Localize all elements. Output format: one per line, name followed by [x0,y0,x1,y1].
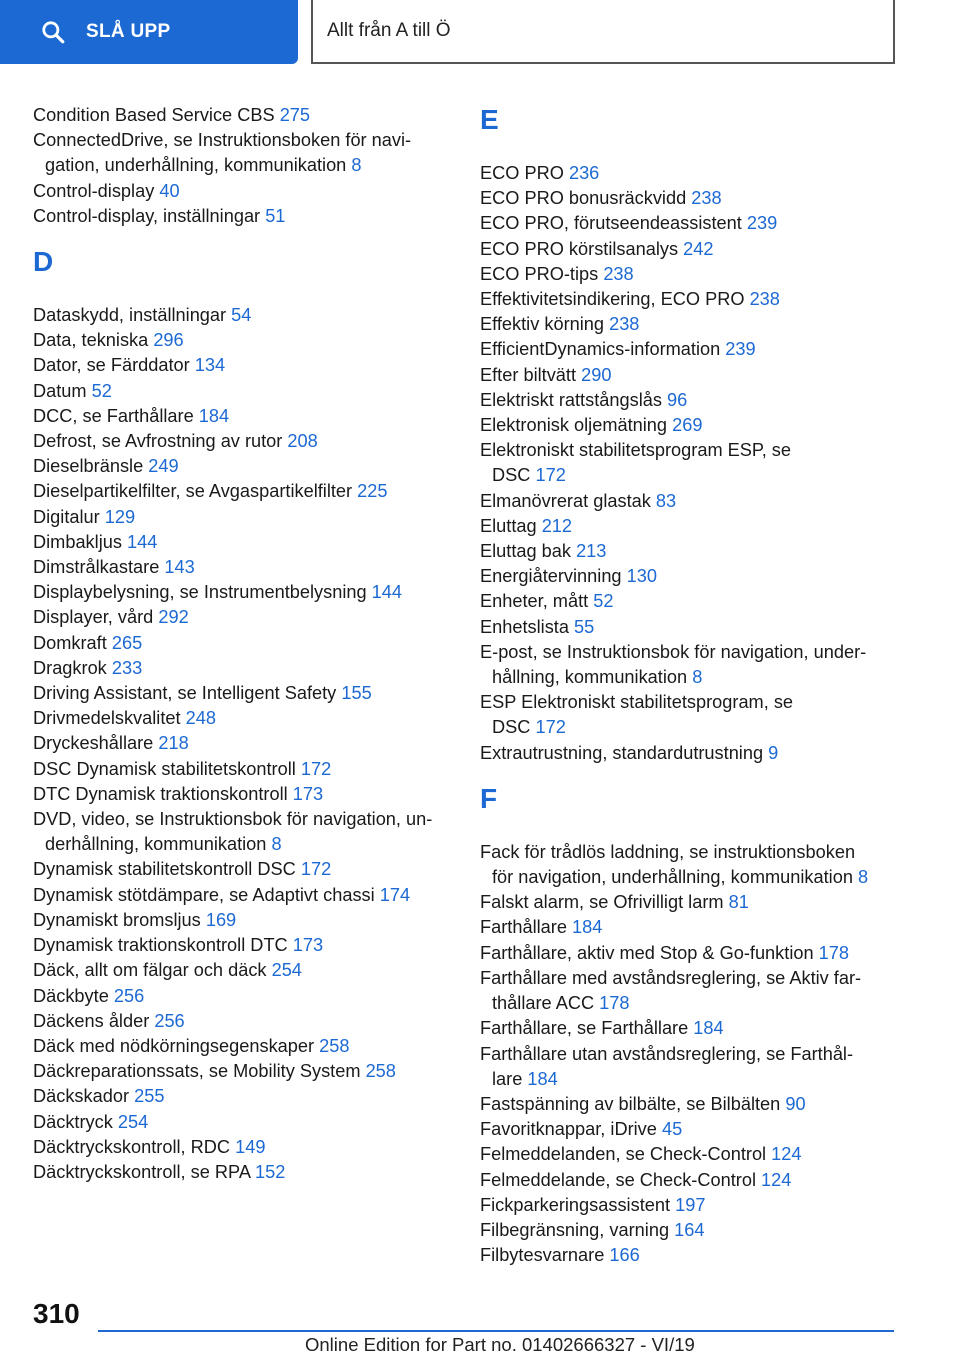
index-entry [480,690,900,740]
index-entry [33,580,453,605]
index-entry [480,741,900,766]
index-entry [480,840,900,890]
index-entry-text: Däck, allt om fälgar och däck [33,960,267,981]
index-entry [33,1059,453,1084]
index-entry-text: Fickparkeringsassistent [480,1194,671,1215]
page-reference-link[interactable]: 172 [300,859,332,880]
index-entry-text: Falskt alarm, se Ofrivilligt larm [480,892,724,913]
index-entry-text: Displayer, vård [33,607,154,628]
page-reference-link[interactable]: 233 [111,657,143,678]
page-reference-link[interactable]: 248 [185,708,216,729]
page-reference-link[interactable]: 290 [581,364,612,385]
page-reference-link[interactable]: 172 [535,717,566,738]
page-reference-link[interactable]: 45 [661,1119,683,1140]
page-reference-link[interactable]: 124 [771,1144,802,1165]
index-entry [33,757,453,782]
index-entry-text: Dieselpartikelfilter, se Avgaspartikelfilter [33,481,353,502]
index-entry [480,186,900,211]
page-reference-link[interactable]: 238 [609,314,640,335]
page-reference-link[interactable]: 96 [667,389,688,410]
index-entry [480,1168,900,1193]
index-entry [33,807,453,857]
index-entry-text: Dragkrok [33,657,107,678]
footer-divider [98,1330,894,1332]
page-reference-link[interactable]: 258 [365,1061,396,1082]
page-reference-link[interactable]: 184 [693,1018,724,1039]
index-entry [33,1135,453,1160]
index-entry-text: Elektronisk oljemätning [480,415,668,436]
index-entry-text: DSC Dynamisk stabilitetskontroll [33,758,296,779]
page-reference-link[interactable]: 213 [576,541,607,562]
index-entry-text: Däckskador [33,1086,130,1107]
page-reference-link[interactable]: 249 [148,456,179,477]
page-reference-link[interactable]: 134 [194,355,226,376]
index-entry-text: Dimstrålkastare [33,557,160,578]
page-reference-link[interactable]: 238 [691,188,722,209]
index-entry-text: Displaybelysning, se Instrumentbelysning [33,582,367,603]
index-entry-text: Fack för trådlös laddning, se instruktionsboken [480,841,856,862]
index-entry [480,1117,900,1142]
index-entry-text: Dynamiskt bromsljus [33,909,201,930]
index-entry [33,379,453,404]
index-entry-text: Enheter, mått [480,591,589,612]
page-reference-link[interactable]: 155 [341,683,372,704]
index-entry-text: Dieselbränsle [33,456,144,477]
index-entry [33,605,453,630]
index-entry-text: Extrautrustning, standardutrustning [480,742,764,763]
index-entry [480,363,900,388]
page-reference-link[interactable]: 9 [768,742,779,763]
index-entry [480,287,900,312]
index-entry-text: för navigation, underhållning, kommunikation [492,867,853,888]
index-entry [480,388,900,413]
index-entry-text: Felmeddelande, se Check-Control [480,1169,756,1190]
index-entry [480,1142,900,1167]
index-entry-text: ConnectedDrive, se Instruktionsboken för navi- [33,130,412,151]
index-entry [33,883,453,908]
index-entry-text: Elektroniskt stabilitetsprogram ESP, se [480,440,792,461]
index-entry-text: DSC [492,465,531,486]
index-entry-text: Dynamisk stötdämpare, se Adaptivt chassi [33,884,375,905]
page-reference-link[interactable]: 197 [675,1194,706,1215]
page-reference-link[interactable]: 254 [117,1111,149,1132]
index-entry-text: Eluttag [480,515,537,536]
index-entry-text: gation, underhållning, kommunikation [45,155,347,176]
index-entry-text: Däckbyte [33,985,109,1006]
index-entry [480,615,900,640]
index-entry [480,312,900,337]
edition-note: Online Edition for Part no. 01402666327 - VI/19 [305,1334,695,1355]
index-entry-text: Favoritknappar, iDrive [480,1119,657,1140]
index-entry [33,128,453,178]
index-entry [480,539,900,564]
index-entry-text: Däcktryck [33,1111,113,1132]
index-entry-text: Däck med nödkörningsegenskaper [33,1035,315,1056]
index-entry-text: Däckreparationssats, se Mobility System [33,1061,361,1082]
index-entry [480,941,900,966]
page-reference-link[interactable]: 164 [674,1219,705,1240]
index-entry [480,161,900,186]
index-entry-text: Dator, se Färddator [33,355,190,376]
index-entry-text: derhållning, kommunikation [45,834,267,855]
index-entry [480,1092,900,1117]
page-reference-link[interactable]: 256 [113,985,145,1006]
index-entry [33,505,453,530]
index-entry [480,489,900,514]
index-entry-text: Dynamisk traktionskontroll DTC [33,935,288,956]
index-entry [33,103,453,128]
index-entry-text: Elektriskt rattstångslås [480,389,662,410]
index-entry-text: lare [492,1068,523,1089]
index-entry [33,984,453,1009]
index-entry [33,179,453,204]
page-reference-link[interactable]: 236 [568,163,600,183]
index-entry-text: Enhetslista [480,616,569,637]
page-reference-link[interactable]: 144 [371,582,403,603]
page-reference-link[interactable]: 8 [351,155,362,176]
page-reference-link[interactable]: 143 [164,557,195,578]
index-entry [480,438,900,488]
index-entry [33,1034,453,1059]
index-column-left [33,103,453,1185]
page-reference-link[interactable]: 275 [279,105,311,125]
page-reference-link[interactable]: 52 [91,380,112,401]
index-entry-text: Control-display, inställningar [33,205,261,226]
index-entry [33,681,453,706]
index-entry-text: Data, tekniska [33,330,149,351]
page-reference-link[interactable]: 178 [818,942,850,963]
index-letter-heading: F [480,782,498,814]
index-entry [33,404,453,429]
index-entry-text: Fastspänning av bilbälte, se Bilbälten [480,1093,781,1114]
page-reference-link[interactable]: 258 [319,1035,350,1056]
breadcrumb[interactable] [311,0,895,64]
page-reference-link[interactable]: 208 [287,431,318,452]
index-entry [33,782,453,807]
index-entry-text: EfficientDynamics-information [480,339,721,360]
index-entry-text: Eluttag bak [480,541,571,562]
index-entry-text: DSC [492,717,531,738]
page-reference-link[interactable]: 130 [626,566,657,587]
index-entry-text: Efter biltvätt [480,364,577,385]
index-entry-text: ECO PRO [480,163,564,183]
index-entry [480,262,900,287]
page-reference-link[interactable]: 81 [728,892,749,913]
index-entry-text: Filbegränsning, varning [480,1219,670,1240]
page-reference-link[interactable]: 52 [593,591,614,612]
index-entry-text: Domkraft [33,632,107,653]
index-entry-text: Farthållare utan avståndsreglering, se Farthål- [480,1043,854,1064]
page-reference-link[interactable]: 169 [205,909,237,930]
page-reference-link[interactable]: 225 [357,481,388,502]
index-entry-text: Effektiv körning [480,314,605,335]
page-reference-link[interactable]: 254 [271,960,302,981]
index-entry-text: E-post, se Instruktionsbok för navigation, under- [480,641,867,662]
page-reference-link[interactable]: 55 [574,616,595,637]
index-entry [33,204,453,229]
index-entry-text: Elmanövrerat glastak [480,490,651,511]
page-reference-link[interactable]: 8 [858,867,869,888]
page-reference-link[interactable]: 124 [761,1169,792,1190]
page-reference-link[interactable]: 144 [127,531,158,552]
page-reference-link[interactable]: 174 [379,884,411,905]
page-reference-link[interactable]: 296 [153,330,184,351]
index-entry-text: Däcktryckskontroll, se RPA [33,1161,250,1182]
index-entry-text: ESP Elektroniskt stabilitetsprogram, se [480,692,794,713]
index-entry [33,454,453,479]
index-column-right [480,103,900,1268]
index-entry [480,211,900,236]
index-entry [33,555,453,580]
index-entry-text: ECO PRO bonusräckvidd [480,188,687,209]
index-entry [33,958,453,983]
search-icon [40,19,66,45]
index-entry [33,1084,453,1109]
index-entry [480,966,900,1016]
index-entry-text: Dynamisk stabilitetskontroll DSC [33,859,296,880]
page-reference-link[interactable]: 218 [158,733,189,754]
index-entry-text: Farthållare [480,917,567,938]
index-entry-text: Farthållare, se Farthållare [480,1018,689,1039]
index-entry [480,564,900,589]
index-entry-text: Datum [33,380,87,401]
page-number: 310 [33,1298,80,1329]
index-letter-heading: E [480,104,499,135]
index-entry [33,706,453,731]
index-entry-text: DCC, se Farthållare [33,405,194,426]
page-reference-link[interactable]: 239 [746,213,778,234]
index-entry [33,656,453,681]
index-letter-heading: D [33,246,54,278]
index-entry [480,589,900,614]
page-reference-link[interactable]: 269 [672,415,703,436]
page-reference-link[interactable]: 184 [527,1068,558,1089]
page-reference-link[interactable]: 212 [541,515,573,536]
page-reference-link[interactable]: 173 [292,935,324,956]
index-entry-text: Däckens ålder [33,1010,150,1031]
index-entry [480,237,900,262]
index-entry-text: Dryckeshållare [33,733,154,754]
index-entry [33,1009,453,1034]
index-entry [480,1016,900,1041]
page-reference-link[interactable]: 184 [198,405,230,426]
index-entry-text: ECO PRO körstilsanalys [480,238,679,259]
page-reference-link[interactable]: 129 [104,506,136,527]
page-reference-link[interactable]: 166 [609,1245,640,1266]
index-entry [33,731,453,756]
index-entry [33,908,453,933]
page-reference-link[interactable]: 292 [158,607,189,628]
index-entry [480,1243,900,1268]
index-entry-text: DVD, video, se Instruktionsbok för navigation, un- [33,809,433,830]
index-entry [480,1193,900,1218]
index-entry-text: Condition Based Service CBS [33,105,275,125]
index-entry [33,1160,453,1185]
index-entry-text: Driving Assistant, se Intelligent Safety [33,683,337,704]
page-reference-link[interactable]: 51 [265,205,286,226]
index-entry-text: Felmeddelanden, se Check-Control [480,1144,767,1165]
page-reference-link[interactable]: 265 [111,632,143,653]
index-entry-text: Dimbakljus [33,531,122,552]
index-entry [33,530,453,555]
index-entry [480,915,900,940]
page-reference-link[interactable]: 40 [159,180,180,201]
index-entry [33,857,453,882]
index-entry-text: Farthållare med avståndsreglering, se Aktiv far- [480,967,862,988]
index-entry-text: Control-display [33,180,155,201]
index-entry [33,933,453,958]
index-entry [33,328,453,353]
index-entry-text: ECO PRO, förutseendeassistent [480,213,742,234]
page-reference-link[interactable]: 83 [655,490,677,511]
page-reference-link[interactable]: 178 [599,993,630,1014]
index-entry-text: Digitalur [33,506,100,527]
index-entry [480,1218,900,1243]
page-reference-link[interactable]: 242 [683,238,714,259]
page-reference-link[interactable]: 8 [271,834,282,855]
index-entry [33,631,453,656]
index-entry-text: Filbytesvarnare [480,1245,605,1266]
index-entry-text: hållning, kommunikation [492,667,688,688]
breadcrumb-label: Allt från A till Ö [327,20,451,41]
index-entry [480,337,900,362]
page-reference-link[interactable]: 173 [292,783,324,804]
page-reference-link[interactable]: 172 [300,758,332,779]
index-entry [480,890,900,915]
top-bar [0,0,960,66]
search-button-label: SLÅ UPP [86,21,171,42]
page-reference-link[interactable]: 172 [535,465,566,486]
index-entry-text: Energiåtervinning [480,566,622,587]
index-entry [480,514,900,539]
page-reference-link[interactable]: 54 [231,305,252,326]
page-reference-link[interactable]: 239 [725,339,756,360]
index-entry-text: DTC Dynamisk traktionskontroll [33,783,288,804]
index-entry-text: Effektivitetsindikering, ECO PRO [480,289,745,310]
page-reference-link[interactable]: 184 [572,917,603,938]
index-entry [33,303,453,328]
page-reference-link[interactable]: 152 [255,1161,286,1182]
page-reference-link[interactable]: 255 [134,1086,165,1107]
index-entry-text: Däcktryckskontroll, RDC [33,1136,231,1157]
index-entry [480,640,900,690]
page-reference-link[interactable]: 8 [692,667,703,688]
index-entry-text: ECO PRO-tips [480,263,599,284]
index-entry-text: Dataskydd, inställningar [33,305,227,326]
page-reference-link[interactable]: 149 [235,1136,266,1157]
page-reference-link[interactable]: 256 [154,1010,185,1031]
index-entry [33,479,453,504]
index-entry [480,413,900,438]
index-entry [33,429,453,454]
index-entry-text: Farthållare, aktiv med Stop & Go-funktion [480,942,814,963]
search-button[interactable] [0,0,298,64]
index-entry [480,1042,900,1092]
page-reference-link[interactable]: 238 [603,263,634,284]
index-entry [33,353,453,378]
page-reference-link[interactable]: 238 [749,289,780,310]
index-entry [33,1110,453,1135]
index-entry-text: thållare ACC [492,993,595,1014]
page-reference-link[interactable]: 90 [785,1093,806,1114]
index-entry-text: Defrost, se Avfrostning av rutor [33,431,283,452]
index-entry-text: Drivmedelskvalitet [33,708,181,729]
